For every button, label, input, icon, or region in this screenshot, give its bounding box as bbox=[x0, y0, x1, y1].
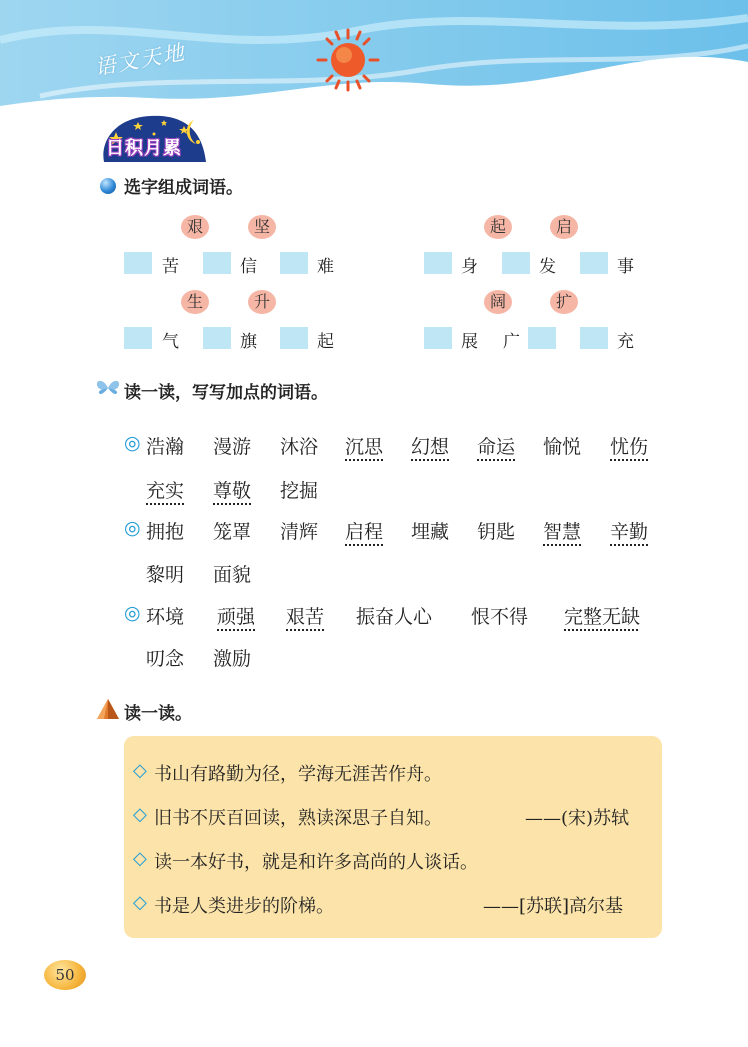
vocab-word: 埋藏 bbox=[411, 521, 450, 543]
quote-text: 旧书不厌百回读，熟读深思子自知。 bbox=[154, 808, 442, 829]
blue-ball-icon bbox=[100, 178, 116, 194]
answer-box[interactable] bbox=[580, 327, 608, 349]
vocab-word: 黎明 bbox=[146, 564, 185, 586]
vocab-word: 挖掘 bbox=[280, 480, 319, 502]
vocab-word-dotted: 艰苦 bbox=[286, 606, 325, 628]
quote-text: 读一本好书，就是和许多高尚的人谈话。 bbox=[154, 852, 478, 873]
double-circle-marker: ◎ bbox=[124, 432, 141, 454]
vocab-word: 漫游 bbox=[213, 436, 252, 458]
vocab-word-dotted: 智慧 bbox=[543, 521, 582, 543]
section3-title: 读一读。 bbox=[124, 704, 192, 724]
slot-char: 发 bbox=[539, 257, 556, 277]
quote-text: 书山有路勤为径，学海无涯苦作舟。 bbox=[154, 764, 442, 785]
choice-char: 起 bbox=[484, 215, 512, 239]
answer-box[interactable] bbox=[203, 252, 231, 274]
vocab-word-dotted: 幻想 bbox=[411, 436, 450, 458]
vocab-word-dotted: 辛勤 bbox=[610, 521, 649, 543]
answer-box[interactable] bbox=[203, 327, 231, 349]
diamond-marker: ◇ bbox=[133, 760, 147, 781]
answer-box[interactable] bbox=[124, 252, 152, 274]
choice-char: 坚 bbox=[248, 215, 276, 239]
slot-char: 展 bbox=[461, 332, 478, 352]
answer-box[interactable] bbox=[280, 327, 308, 349]
vocab-word-dotted: 命运 bbox=[477, 436, 516, 458]
section2-title: 读一读，写写加点的词语。 bbox=[124, 383, 328, 403]
sun-icon bbox=[316, 28, 380, 92]
diamond-marker: ◇ bbox=[133, 892, 147, 913]
vocab-word-dotted: 完整无缺 bbox=[564, 606, 641, 628]
pyramid-icon bbox=[96, 698, 120, 720]
choice-char: 阔 bbox=[484, 290, 512, 314]
vocab-word: 叨念 bbox=[146, 648, 185, 670]
slot-char: 广 bbox=[503, 332, 520, 352]
badge-label: 日积月累 bbox=[106, 138, 182, 159]
answer-box[interactable] bbox=[424, 252, 452, 274]
vocab-word: 钥匙 bbox=[477, 521, 516, 543]
quote-text: 书是人类进步的阶梯。 bbox=[154, 896, 334, 917]
slot-char: 充 bbox=[617, 332, 634, 352]
vocab-word-dotted: 启程 bbox=[345, 521, 384, 543]
vocab-word: 愉悦 bbox=[543, 436, 582, 458]
vocab-word-dotted: 尊敬 bbox=[213, 480, 252, 502]
vocab-word-dotted: 沉思 bbox=[345, 436, 384, 458]
answer-box[interactable] bbox=[528, 327, 556, 349]
vocab-word: 沐浴 bbox=[280, 436, 319, 458]
diamond-marker: ◇ bbox=[133, 848, 147, 869]
vocab-word: 环境 bbox=[146, 606, 185, 628]
vocab-word: 清辉 bbox=[280, 521, 319, 543]
quote-author: ——[苏联]高尔基 bbox=[483, 896, 624, 917]
vocab-word-dotted: 顽强 bbox=[217, 606, 256, 628]
vocab-word: 振奋人心 bbox=[356, 606, 433, 628]
slot-char: 苦 bbox=[162, 257, 179, 277]
answer-box[interactable] bbox=[280, 252, 308, 274]
slot-char: 事 bbox=[617, 257, 634, 277]
slot-char: 起 bbox=[317, 332, 334, 352]
quote-author: ——(宋)苏轼 bbox=[525, 808, 630, 829]
choice-char: 生 bbox=[181, 290, 209, 314]
vocab-word: 激励 bbox=[213, 648, 252, 670]
vocab-word: 面貌 bbox=[213, 564, 252, 586]
butterfly-icon bbox=[96, 379, 120, 397]
answer-box[interactable] bbox=[124, 327, 152, 349]
section1-title: 选字组成词语。 bbox=[124, 178, 243, 198]
slot-char: 难 bbox=[317, 257, 334, 277]
vocab-word: 拥抱 bbox=[146, 521, 185, 543]
vocab-word: 笼罩 bbox=[213, 521, 252, 543]
answer-box[interactable] bbox=[424, 327, 452, 349]
choice-char: 艰 bbox=[181, 215, 209, 239]
slot-char: 旗 bbox=[240, 332, 257, 352]
header-title: 语文天地 bbox=[92, 40, 188, 80]
choice-char: 启 bbox=[550, 215, 578, 239]
vocab-word-dotted: 充实 bbox=[146, 480, 185, 502]
slot-char: 气 bbox=[162, 332, 179, 352]
slot-char: 信 bbox=[240, 257, 257, 277]
vocab-word: 恨不得 bbox=[471, 606, 529, 628]
vocab-word: 浩瀚 bbox=[146, 436, 185, 458]
choice-char: 升 bbox=[248, 290, 276, 314]
diamond-marker: ◇ bbox=[133, 804, 147, 825]
page-number: 50 bbox=[44, 960, 86, 990]
answer-box[interactable] bbox=[502, 252, 530, 274]
slot-char: 身 bbox=[461, 257, 478, 277]
double-circle-marker: ◎ bbox=[124, 517, 141, 539]
double-circle-marker: ◎ bbox=[124, 602, 141, 624]
vocab-word-dotted: 忧伤 bbox=[610, 436, 649, 458]
choice-char: 扩 bbox=[550, 290, 578, 314]
answer-box[interactable] bbox=[580, 252, 608, 274]
